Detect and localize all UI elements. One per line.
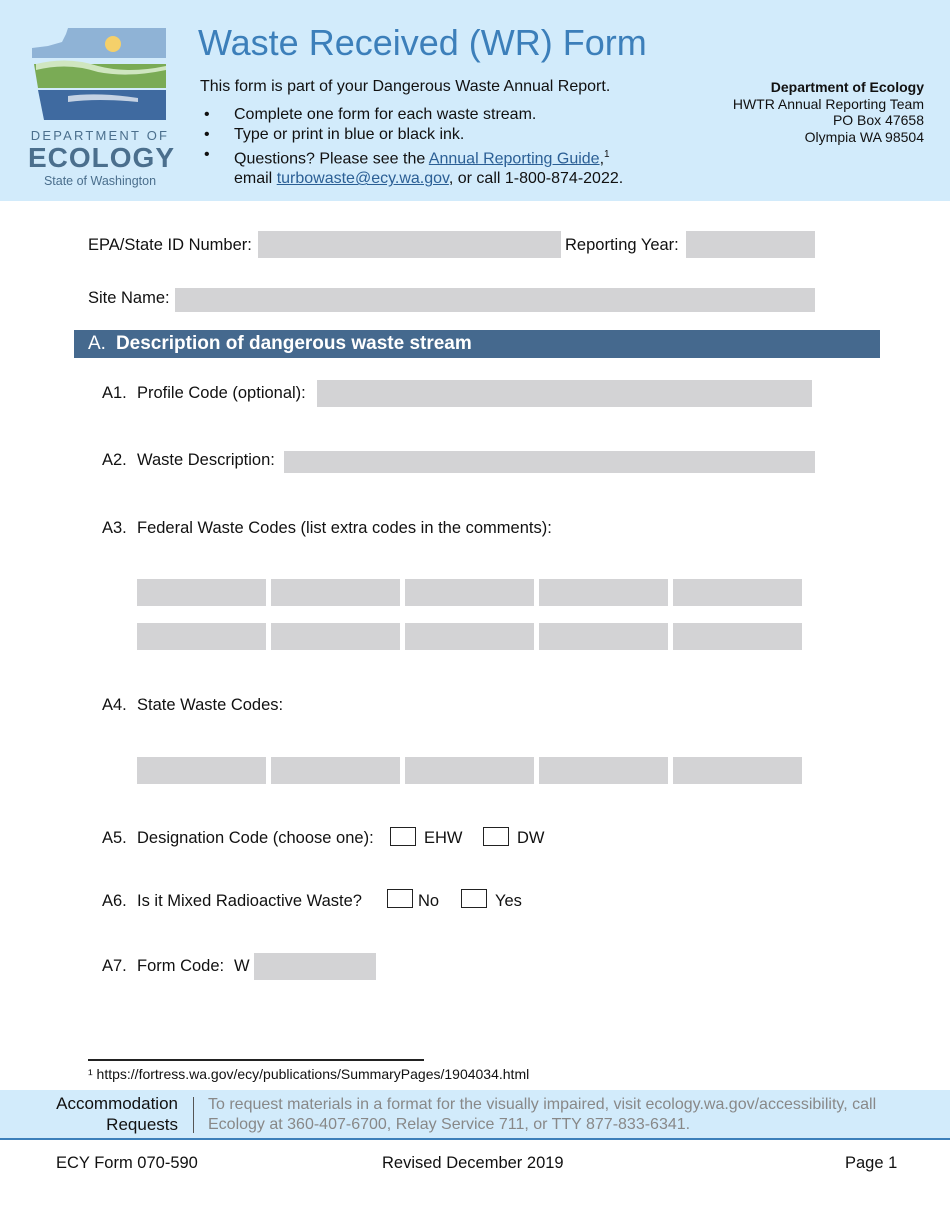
form-code-label: Form Code: (137, 957, 225, 975)
state-code-field[interactable] (271, 757, 400, 784)
page-number: Page 1 (845, 1154, 898, 1172)
federal-codes-label: Federal Waste Codes (list extra codes in the comments): (137, 519, 552, 537)
instruction-text: Type or print in blue or black ink. (234, 126, 465, 143)
reporting-year-field[interactable] (686, 231, 815, 258)
section-title: Description of dangerous waste stream (115, 333, 472, 354)
intro-text: This form is part of your Dangerous Waste Annual Report. (200, 78, 611, 95)
ehw-checkbox[interactable] (390, 827, 416, 846)
state-codes-label: State Waste Codes: (137, 696, 284, 714)
instruction-text: Questions? Please see the (234, 150, 429, 168)
federal-code-field[interactable] (137, 623, 266, 650)
reporting-guide-link[interactable]: Annual Reporting Guide (428, 150, 600, 168)
section-a-header (74, 330, 880, 358)
designation-code-label: Designation Code (choose one): (137, 829, 374, 847)
address-line: PO Box 47658 (832, 112, 924, 128)
waste-description-label: Waste Description: (137, 451, 275, 469)
dw-label: DW (517, 829, 545, 847)
federal-code-field[interactable] (405, 623, 534, 650)
profile-code-label: Profile Code (optional): (137, 384, 306, 402)
accommodation-divider (193, 1097, 194, 1133)
federal-code-field[interactable] (271, 623, 400, 650)
comma-text: , (599, 150, 605, 168)
radioactive-yes-label: Yes (495, 892, 522, 910)
email-prefix-text: email (234, 170, 277, 188)
form-title: Waste Received (WR) Form (198, 22, 647, 63)
radioactive-no-label: No (418, 892, 440, 910)
federal-code-field[interactable] (673, 623, 802, 650)
accommodation-title-line: Accommodation (56, 1094, 178, 1113)
instruction-list (204, 105, 623, 189)
epa-id-field[interactable] (258, 231, 561, 258)
waste-description-field[interactable] (284, 451, 815, 473)
logo-ecology-text: ECOLOGY (28, 142, 176, 173)
form-number: ECY Form 070-590 (56, 1154, 198, 1172)
section-letter: A. (88, 333, 106, 354)
radioactive-no-checkbox[interactable] (387, 889, 413, 908)
dw-checkbox[interactable] (483, 827, 509, 846)
accommodation-title (56, 1093, 178, 1135)
a1-number: A1. (102, 384, 127, 402)
address-line: Olympia WA 98504 (804, 128, 924, 145)
a4-number: A4. (102, 696, 127, 714)
ecology-logo (28, 26, 176, 191)
instruction-item (204, 105, 623, 125)
mailing-address (733, 79, 924, 145)
state-code-field[interactable] (673, 757, 802, 784)
federal-code-field[interactable] (673, 579, 802, 606)
mixed-radioactive-label: Is it Mixed Radioactive Waste? (137, 892, 362, 910)
instruction-item (204, 125, 623, 145)
state-code-field[interactable] (137, 757, 266, 784)
logo-department-text: DEPARTMENT OF (30, 128, 170, 143)
logo-state-text: State of Washington (43, 174, 157, 188)
form-code-prefix: W (234, 957, 250, 975)
a2-number: A2. (102, 451, 127, 469)
phone-text: , or call 1-800-874-2022. (448, 170, 624, 188)
radioactive-yes-checkbox[interactable] (461, 889, 487, 908)
site-name-label: Site Name: (88, 289, 170, 307)
bullet-icon: • (204, 106, 210, 123)
footnote-divider (88, 1059, 424, 1061)
a3-number: A3. (102, 519, 127, 537)
profile-code-field[interactable] (317, 380, 812, 407)
federal-code-field[interactable] (271, 579, 400, 606)
footnote-marker: 1 (604, 149, 610, 160)
address-org: Department of Ecology (770, 79, 924, 95)
federal-code-field[interactable] (539, 623, 668, 650)
instruction-item (204, 145, 623, 189)
a5-number: A5. (102, 829, 127, 847)
state-code-field[interactable] (539, 757, 668, 784)
form-code-field[interactable] (254, 953, 376, 980)
revision-date: Revised December 2019 (382, 1154, 564, 1172)
accommodation-text: To request materials in a format for the visually impaired, visit ecology.wa.gov/accessibility, call Ecology at 360-407-6700, Relay Service 711, or TTY 877-833-6341. (208, 1096, 877, 1133)
state-code-field[interactable] (405, 757, 534, 784)
a6-number: A6. (102, 892, 127, 910)
federal-code-field[interactable] (539, 579, 668, 606)
federal-code-field[interactable] (405, 579, 534, 606)
bullet-icon: • (204, 126, 210, 143)
site-name-field[interactable] (175, 288, 815, 312)
instruction-text: Complete one form for each waste stream. (234, 106, 537, 123)
address-line: HWTR Annual Reporting Team (732, 95, 924, 112)
email-link[interactable]: turbowaste@ecy.wa.gov (276, 170, 449, 188)
washington-map-icon (28, 26, 172, 126)
ehw-label: EHW (424, 829, 463, 847)
accommodation-title-line: Requests (106, 1115, 178, 1134)
footnote-text: ¹ https://fortress.wa.gov/ecy/publications/SummaryPages/1904034.html (88, 1066, 530, 1082)
federal-code-field[interactable] (137, 579, 266, 606)
epa-id-label: EPA/State ID Number: (88, 236, 252, 254)
a7-number: A7. (102, 957, 127, 975)
reporting-year-label: Reporting Year: (565, 236, 679, 254)
bullet-icon: • (204, 146, 210, 163)
